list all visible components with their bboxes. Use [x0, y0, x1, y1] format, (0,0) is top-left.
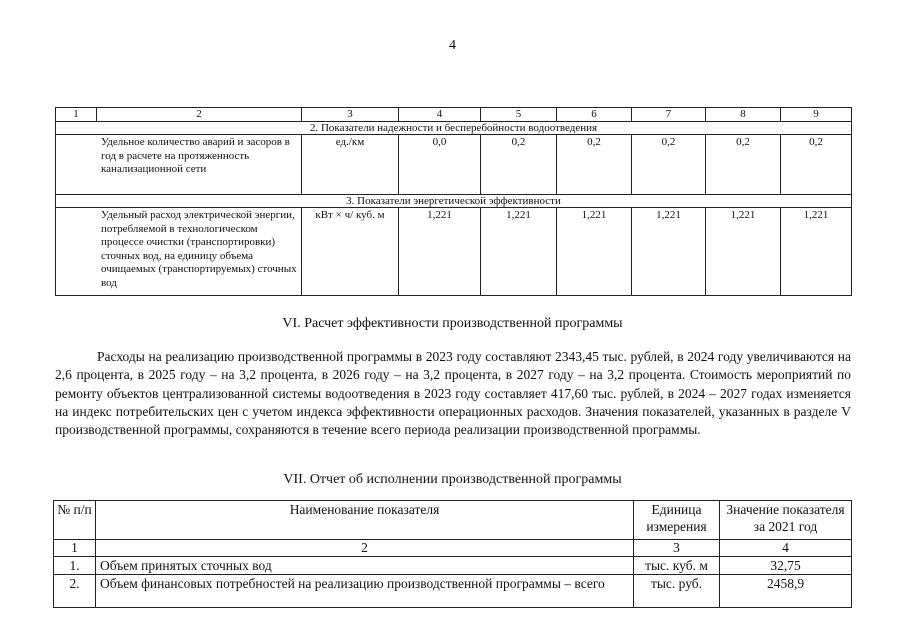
unit-cell: тыс. руб. — [634, 575, 720, 608]
unit-cell: кВт × ч/ куб. м — [302, 208, 399, 296]
col-number: 1 — [56, 108, 97, 122]
col-number: 3 — [634, 540, 720, 557]
indicator-name: Удельное количество аварий и засоров в год в расчете на протяженность канализационной сети — [56, 135, 302, 195]
table-row — [54, 575, 852, 608]
value-cell: 1,221 — [399, 208, 481, 296]
value-cell: 0,0 — [399, 135, 481, 195]
section-heading: VI. Расчет эффективности производственной программы — [282, 316, 623, 331]
section-heading: VII. Отчет об исполнении производственной программы — [283, 472, 622, 487]
unit-cell: тыс. куб. м — [634, 557, 720, 575]
indicator-name: Объем принятых сточных вод — [96, 557, 634, 575]
col-number: 1 — [54, 540, 96, 557]
table-row — [56, 208, 852, 296]
page-number: 4 — [449, 38, 456, 53]
column-number-row — [56, 108, 852, 122]
row-number: 1. — [54, 557, 96, 575]
value-cell: 0,2 — [781, 135, 852, 195]
col-number: 2 — [96, 540, 634, 557]
value-cell: 1,221 — [781, 208, 852, 296]
value-cell: 1,221 — [632, 208, 706, 296]
value-cell: 32,75 — [720, 557, 852, 575]
col-number: 3 — [302, 108, 399, 122]
unit-cell: ед./км — [302, 135, 399, 195]
value-cell: 0,2 — [481, 135, 557, 195]
value-cell: 1,221 — [481, 208, 557, 296]
column-number-row — [54, 540, 852, 557]
report-table — [53, 500, 852, 608]
row-number: 2. — [54, 575, 96, 608]
section-row — [56, 122, 852, 135]
section-row — [56, 195, 852, 208]
col-number: 6 — [557, 108, 632, 122]
col-number: 2 — [97, 108, 302, 122]
indicators-table — [55, 107, 852, 296]
value-cell: 0,2 — [632, 135, 706, 195]
table-row — [54, 557, 852, 575]
indicator-name: Объем финансовых потребностей на реализацию производственной программы – всего — [96, 575, 634, 608]
col-number: 8 — [706, 108, 781, 122]
header-row — [54, 501, 852, 540]
indicator-name: Удельный расход электрической энергии, потребляемой в технологическом процессе очистки (транспортировки) сточных вод, на единицу объема очищаемых (транспортируемых) сточных вод — [56, 208, 302, 296]
col-number: 9 — [781, 108, 852, 122]
section-title: 3. Показатели энергетической эффективности — [56, 195, 852, 208]
value-cell: 0,2 — [706, 135, 781, 195]
column-header: Единица измерения — [634, 501, 720, 540]
value-cell: 0,2 — [557, 135, 632, 195]
col-number: 4 — [399, 108, 481, 122]
column-header: Значение показателя за 2021 год — [720, 501, 852, 540]
column-header: Наименование показателя — [96, 501, 634, 540]
col-number: 5 — [481, 108, 557, 122]
value-cell: 2458,9 — [720, 575, 852, 608]
value-cell: 1,221 — [706, 208, 781, 296]
column-header: № п/п — [54, 501, 96, 540]
body-paragraph: Расходы на реализацию производственной программы в 2023 году составляют 2343,45 тыс. рублей, в 2024 году увеличиваются на 2,6 процента, в 2025 году – на 3,2 процента, в 2026 году – на 3,2 процента, в 2027 году – на 3,2 процента. Стоимость мероприятий по ремонту объектов централизованной системы водоотведения в 2023 году составляет 417,60 тыс. рублей, в 2024 – 2027 годах изменяется на индекс потребительских цен с учетом индекса эффективности операционных расходов. Значения показателей, указанных в разделе V производственной программы, сохраняются в течение всего периода реализации производственной программы. — [55, 349, 851, 438]
table-row — [56, 135, 852, 195]
col-number: 4 — [720, 540, 852, 557]
section-title: 2. Показатели надежности и бесперебойности водоотведения — [56, 122, 852, 135]
col-number: 7 — [632, 108, 706, 122]
value-cell: 1,221 — [557, 208, 632, 296]
